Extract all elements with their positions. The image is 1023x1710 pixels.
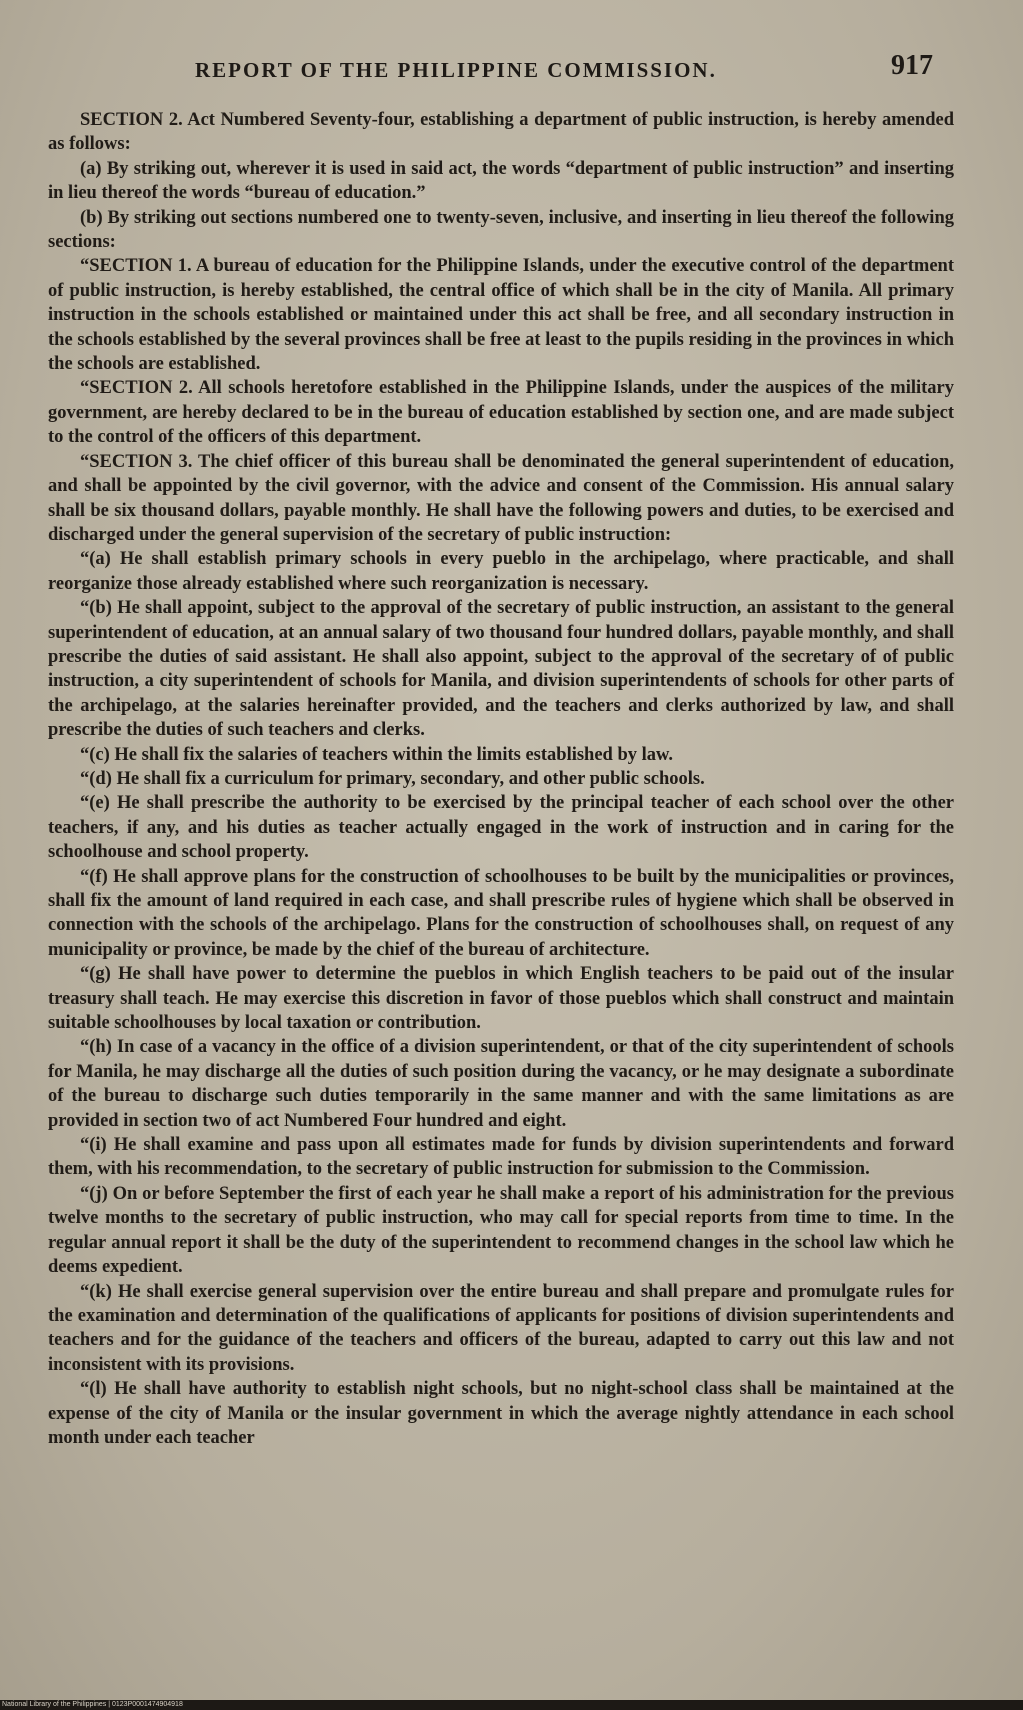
paragraph-clause-d: “(d) He shall fix a curriculum for primary, secondary, and other public schools. bbox=[80, 768, 705, 789]
paragraph-clause-l: “(l) He shall have authority to establish night schools, but no night-school class shall be maintained at the expense of the city of Manila or the insular government in which the average nightly attendance in each school month under each teacher bbox=[48, 1379, 954, 1448]
paragraph-clause-f: “(f) He shall approve plans for the construction of schoolhouses to be built by the municipalities or provinces, shall fix the amount of land required in each case, and shall prescribe rules of hygiene which shall be observed in connection with the schools of the archipelago. Plans for the construction of schoolhouses shall, on request of any municipality or province, be made by the chief of the bureau of architecture. bbox=[48, 866, 954, 960]
paragraph-new-section-3: “SECTION 3. The chief officer of this bureau shall be denominated the general superintendent of education, and shall be appointed by the civil governor, with the advice and consent of the Commission. His annual salary shall be six thousand dollars, payable monthly. He shall have the following powers and duties, to be exercised and discharged under the general supervision of the secretary of public instruction: bbox=[48, 451, 954, 545]
paragraph-new-section-2: “SECTION 2. All schools heretofore established in the Philippine Islands, under the auspices of the military government, are hereby declared to be in the bureau of education established by section one, and are made subject to the control of the officers of this department. bbox=[48, 378, 954, 448]
paragraph-clause-c: “(c) He shall fix the salaries of teachers within the limits established by law. bbox=[80, 744, 673, 765]
paragraph-clause-j: “(j) On or before September the first of each year he shall make a report of his administration for the previous twelve months to the secretary of public instruction, who may call for special reports from time to time. In the regular annual report it shall be the duty of the superintendent to recommend changes in the school law which he deems expedient. bbox=[48, 1183, 954, 1278]
running-head: REPORT OF THE PHILIPPINE COMMISSION. bbox=[195, 58, 717, 82]
footer-note: National Library of the Philippines | 0123P0001474904918 bbox=[2, 1701, 183, 1708]
paragraph-clause-i: “(i) He shall examine and pass upon all estimates made for funds by division superintendents and forward them, with his recommendation, to the secretary of public instruction for submission to the Commission. bbox=[48, 1135, 954, 1180]
paragraph-clause-b: “(b) He shall appoint, subject to the approval of the secretary of public instruction, an assistant to the general superintendent of education, at an annual salary of two thousand four hundred dollars, payable monthly, and shall prescribe the duties of said assistant. He shall also appoint, subject to the approval of the secretary of of public instruction, a city superintendent of schools for Manila, and division superintendents of schools for other parts of the archipelago, at the salaries hereinafter provided, and the teachers and clerks authorized by law, and shall prescribe the duties of such teachers and clerks. bbox=[48, 598, 954, 741]
paragraph-a: (a) By striking out, wherever it is used in said act, the words “department of public instruction” and inserting in lieu thereof the words “bureau of education.” bbox=[48, 158, 954, 204]
paragraph-clause-h: “(h) In case of a vacancy in the office of a division superintendent, or that of the city superintendent of schools for Manila, he may discharge all the duties of such position during the vacancy, or he may designate a subordinate of the bureau to discharge such duties temporarily in the same manner and with the same limitations as are provided in section two of act Numbered Four hundred and eight. bbox=[48, 1037, 954, 1131]
page-number: 917 bbox=[891, 50, 933, 81]
paragraph-clause-a: “(a) He shall establish primary schools in every pueblo in the archipelago, where practicable, and shall reorganize those already established where such reorganization is necessary. bbox=[48, 549, 954, 594]
body-text bbox=[48, 108, 954, 1450]
paragraph-clause-g: “(g) He shall have power to determine the pueblos in which English teachers to be paid out of the insular treasury shall teach. He may exercise this discretion in favor of those pueblos which shall construct and maintain suitable schoolhouses by local taxation or contribution. bbox=[48, 964, 954, 1034]
paragraph-clause-e: “(e) He shall prescribe the authority to be exercised by the principal teacher of each school over the other teachers, if any, and his duties as teacher actually engaged in the work of instruction and in caring for the schoolhouse and school property. bbox=[48, 793, 954, 863]
paragraph-b: (b) By striking out sections numbered one to twenty-seven, inclusive, and inserting in lieu thereof the following sections: bbox=[48, 207, 954, 253]
paragraph-section-2: SECTION 2. Act Numbered Seventy-four, establishing a department of public instruction, is hereby amended as follows: bbox=[48, 110, 954, 155]
paragraph-new-section-1: “SECTION 1. A bureau of education for the Philippine Islands, under the executive control of the department of public instruction, is hereby established, the central office of which shall be in the city of Manila. All primary instruction in the schools established or maintained under this act shall be free, and all secondary instruction in the schools established by the several provinces shall be free at least to the pupils residing in the provinces in which the schools are established. bbox=[48, 256, 954, 375]
paragraph-clause-k: “(k) He shall exercise general supervision over the entire bureau and shall prepare and promulgate rules for the examination and determination of the qualifications of applicants for positions of division superintendents and teachers and for the guidance of the teachers and officers of the bureau, adapted to carry out this law and not inconsistent with its provisions. bbox=[48, 1281, 954, 1375]
page-header bbox=[0, 50, 1023, 90]
